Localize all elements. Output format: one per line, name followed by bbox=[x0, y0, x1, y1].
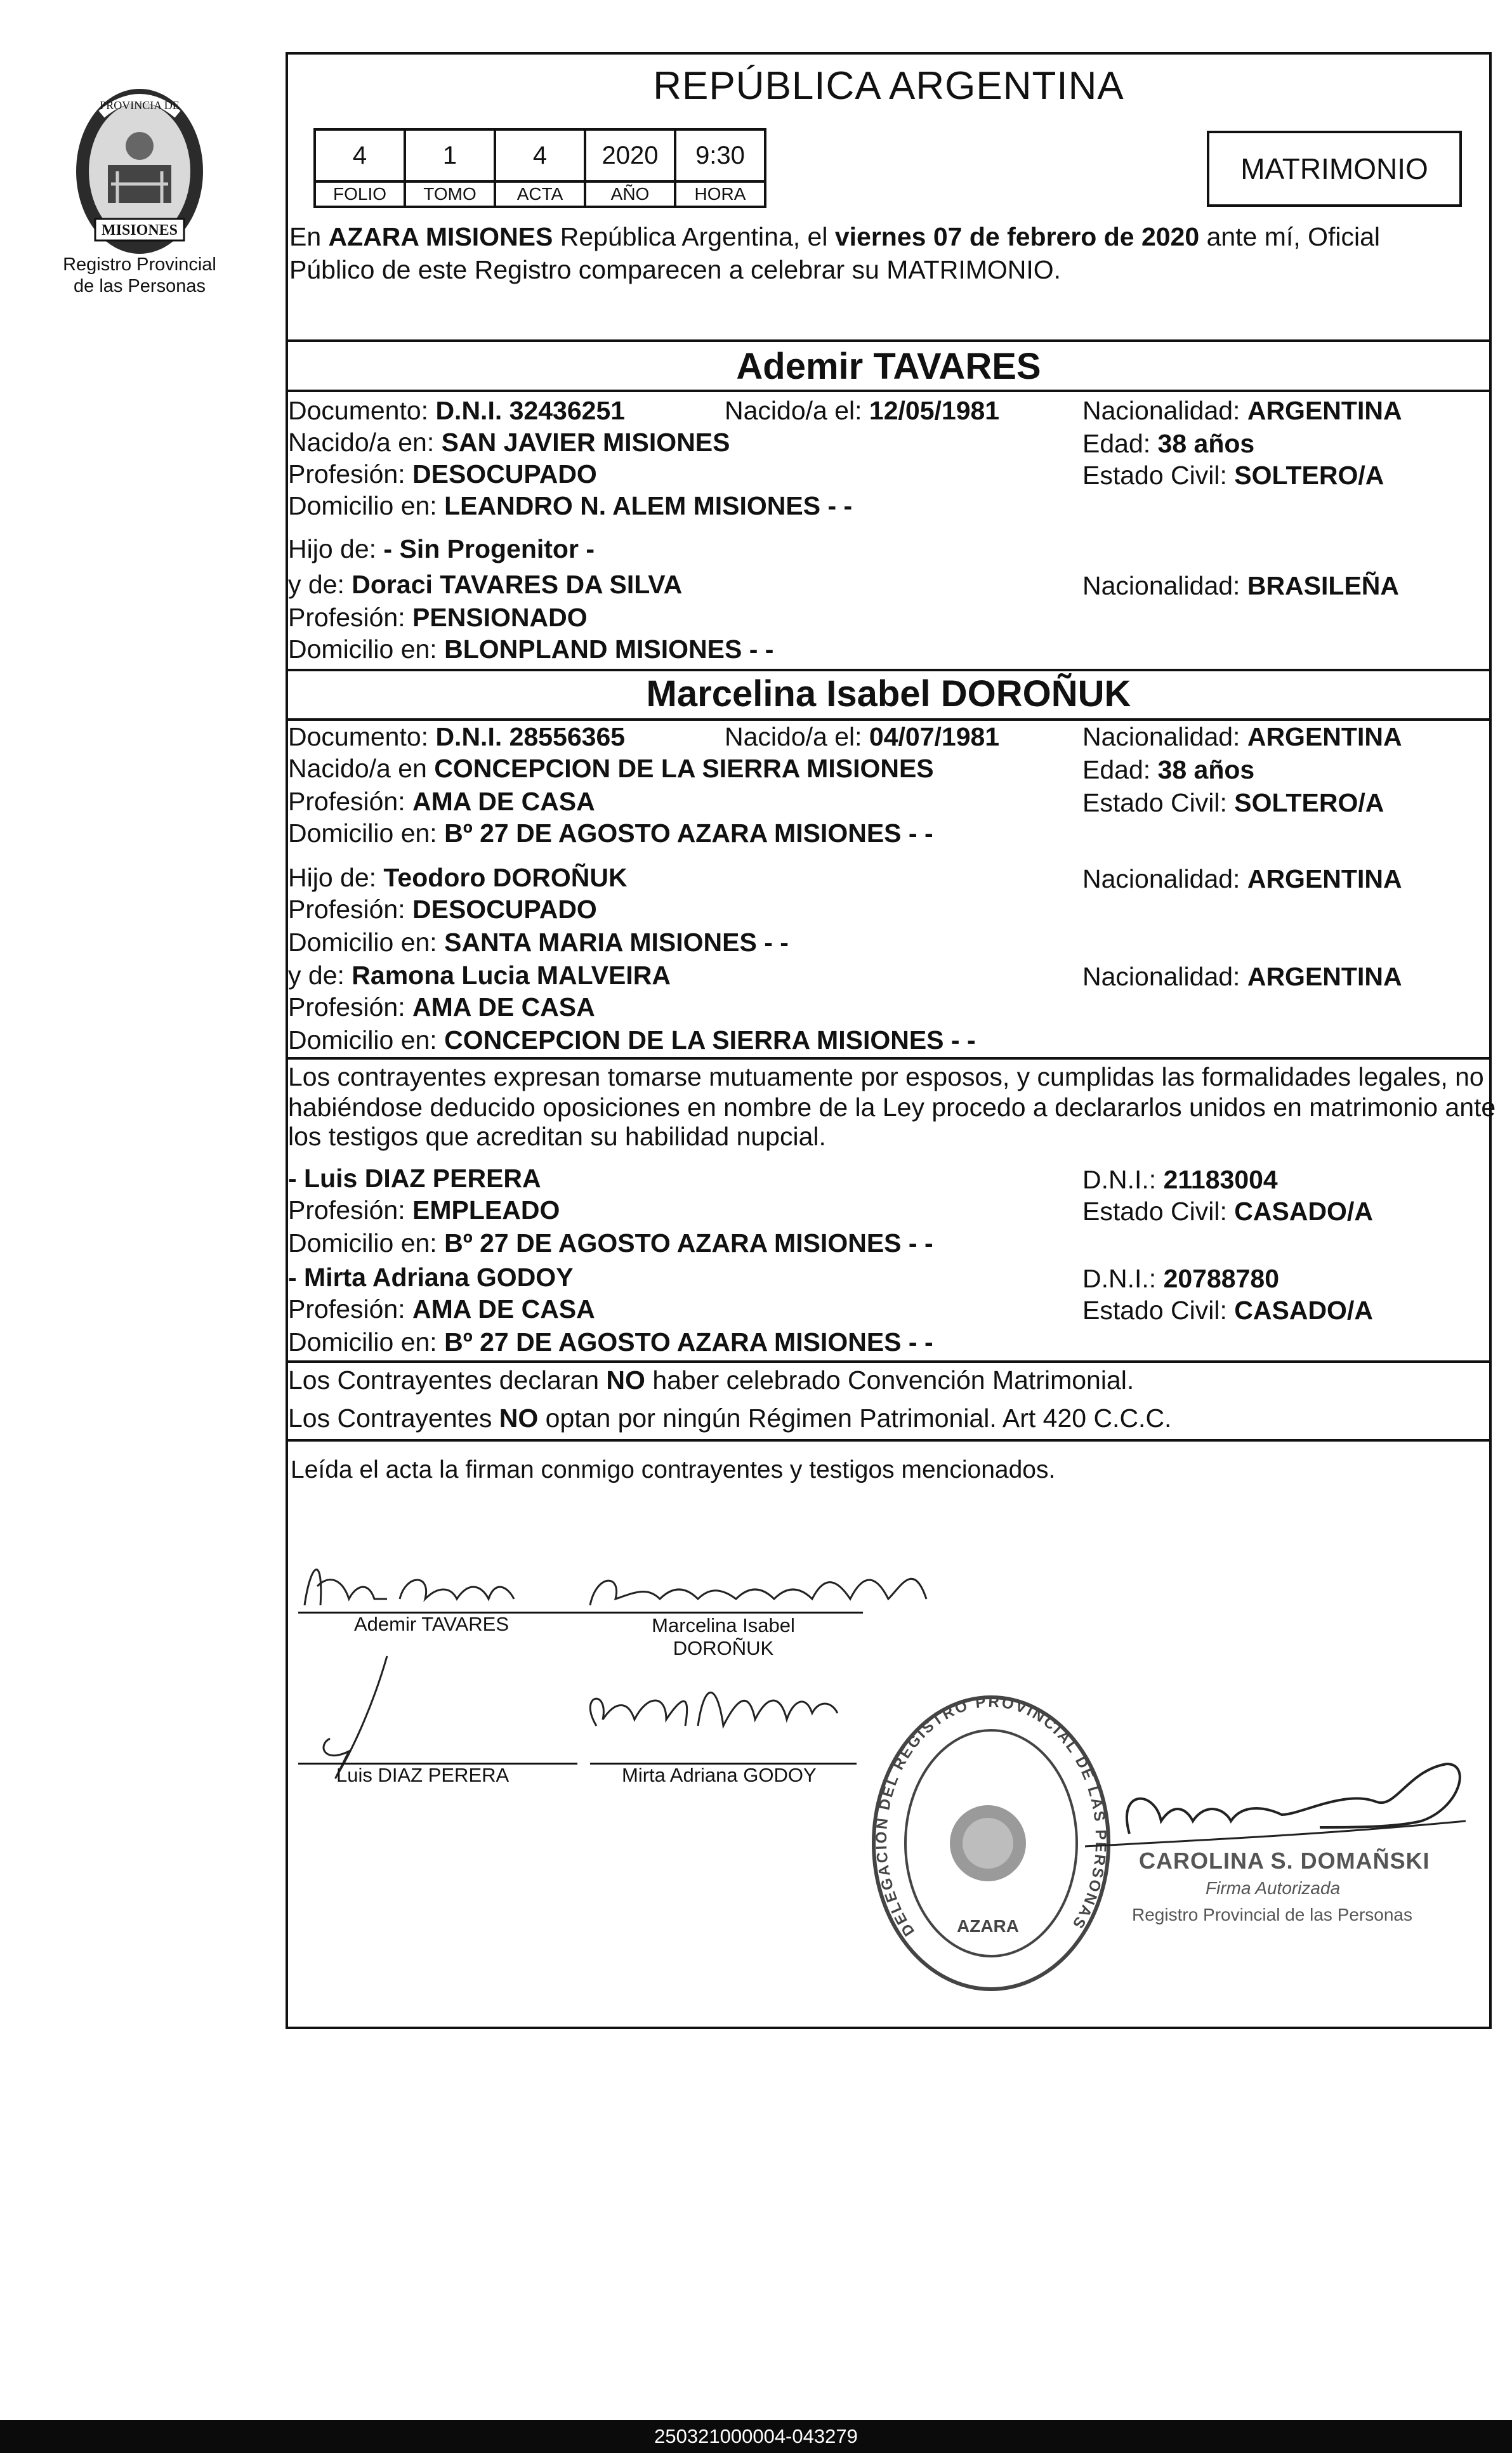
intro-line-1 bbox=[289, 221, 1380, 253]
field-value: SOLTERO/A bbox=[1234, 788, 1384, 817]
divider bbox=[286, 390, 1492, 392]
spouse2-birthdate bbox=[725, 721, 999, 753]
witness1-domicile bbox=[288, 1227, 933, 1259]
divider bbox=[286, 339, 1492, 342]
field-label: Domicilio en: bbox=[288, 635, 445, 664]
witness2-domicile bbox=[288, 1326, 933, 1358]
field-label: Profesión: bbox=[288, 459, 412, 489]
anio-label: AÑO bbox=[585, 181, 675, 207]
regime-line-1 bbox=[288, 1364, 1134, 1396]
regime-text: optan por ningún Régimen Patrimonial. Art 420 C.C.C. bbox=[538, 1404, 1172, 1433]
spouse2-father bbox=[288, 862, 628, 893]
regime-text: haber celebrado Convención Matrimonial. bbox=[645, 1365, 1134, 1395]
spouse2-age bbox=[1082, 754, 1254, 786]
anio-value: 2020 bbox=[585, 129, 675, 181]
field-value: CASADO/A bbox=[1234, 1296, 1373, 1325]
divider bbox=[286, 669, 1492, 671]
field-value: - Sin Progenitor - bbox=[383, 534, 595, 563]
official-name: CAROLINA S. DOMAÑSKI bbox=[1139, 1848, 1430, 1874]
folio-label: FOLIO bbox=[315, 181, 405, 207]
spouse2-civil-status bbox=[1082, 787, 1384, 819]
spouse2-mother-domicile bbox=[288, 1024, 976, 1056]
field-value: - Mirta Adriana GODOY bbox=[288, 1263, 574, 1292]
field-label: Profesión: bbox=[288, 1195, 412, 1225]
field-label: Edad: bbox=[1082, 755, 1158, 784]
closing-statement: Leída el acta la firman conmigo contrayentes y testigos mencionados. bbox=[291, 1456, 1056, 1483]
field-label: Domicilio en: bbox=[288, 491, 445, 520]
spouse1-birthdate bbox=[725, 395, 999, 426]
province-seal-logo bbox=[63, 76, 216, 266]
field-label: Nacido/a el: bbox=[725, 396, 869, 425]
field-value: Teodoro DOROÑUK bbox=[383, 863, 628, 892]
spouse1-mother-profession bbox=[288, 602, 588, 633]
spouse2-domicile bbox=[288, 817, 933, 849]
barcode-number: 250321000004-043279 bbox=[654, 2425, 858, 2447]
declaration-line-1: Los contrayentes expresan tomarse mutuamente por esposos, y cumplidas las formalidades legales, no bbox=[288, 1062, 1484, 1091]
field-label: Nacionalidad: bbox=[1082, 962, 1247, 991]
logo-caption bbox=[38, 254, 241, 297]
field-label: Profesión: bbox=[288, 603, 412, 632]
regime-text: Los Contrayentes declaran bbox=[288, 1365, 607, 1395]
intro-place: AZARA MISIONES bbox=[328, 222, 553, 251]
spouse1-birthplace bbox=[288, 426, 730, 458]
regime-text: Los Contrayentes bbox=[288, 1404, 499, 1433]
field-label: y de: bbox=[288, 961, 352, 990]
signature-label-spouse1: Ademir TAVARES bbox=[353, 1613, 509, 1635]
registry-reference-table bbox=[313, 128, 766, 208]
field-label: Nacido/a en: bbox=[288, 428, 442, 457]
field-value: SOLTERO/A bbox=[1234, 461, 1384, 490]
divider bbox=[286, 1439, 1492, 1442]
field-label: Edad: bbox=[1082, 429, 1158, 458]
field-value: DESOCUPADO bbox=[412, 459, 597, 489]
field-value: SAN JAVIER MISIONES bbox=[441, 428, 730, 457]
field-value: BRASILEÑA bbox=[1247, 571, 1400, 600]
field-value: CONCEPCION DE LA SIERRA MISIONES - - bbox=[444, 1025, 976, 1055]
footer-barcode-bar bbox=[0, 2420, 1512, 2453]
witness1-profession bbox=[288, 1194, 560, 1226]
field-value: AMA DE CASA bbox=[412, 1294, 595, 1324]
page-title: REPÚBLICA ARGENTINA bbox=[653, 64, 1124, 108]
witness2-profession bbox=[288, 1293, 595, 1325]
field-label: Profesión: bbox=[288, 895, 412, 924]
field-value: BLONPLAND MISIONES - - bbox=[444, 635, 774, 664]
spouse2-mother bbox=[288, 959, 671, 991]
regime-negation: NO bbox=[606, 1365, 645, 1395]
spouse1-name-heading: Ademir TAVARES bbox=[736, 346, 1041, 387]
witness1-civil-status bbox=[1082, 1195, 1373, 1227]
field-value: D.N.I. 32436251 bbox=[435, 396, 626, 425]
spouse2-father-profession bbox=[288, 893, 597, 925]
field-label: Domicilio en: bbox=[288, 928, 445, 957]
spouse2-father-domicile bbox=[288, 926, 789, 958]
official-organization: Registro Provincial de las Personas bbox=[1132, 1905, 1412, 1924]
field-value: PENSIONADO bbox=[412, 603, 588, 632]
spouse2-document bbox=[288, 721, 625, 753]
hora-label: HORA bbox=[675, 181, 765, 207]
intro-date: viernes 07 de febrero de 2020 bbox=[834, 222, 1200, 251]
field-value: ARGENTINA bbox=[1247, 396, 1402, 425]
field-label: y de: bbox=[288, 570, 352, 599]
spouse1-domicile bbox=[288, 490, 852, 522]
spouse1-mother-nationality bbox=[1082, 570, 1399, 602]
witness1-dni bbox=[1082, 1164, 1278, 1195]
field-label: D.N.I.: bbox=[1082, 1264, 1164, 1293]
spouse2-name-heading: Marcelina Isabel DOROÑUK bbox=[646, 673, 1131, 714]
official-role: Firma Autorizada bbox=[1206, 1878, 1341, 1898]
field-label: Nacido/a en bbox=[288, 754, 435, 783]
act-type-badge: MATRIMONIO bbox=[1207, 131, 1462, 207]
field-label: D.N.I.: bbox=[1082, 1165, 1164, 1194]
logo-band-text: MISIONES bbox=[101, 222, 178, 239]
field-label: Nacionalidad: bbox=[1082, 396, 1247, 425]
declaration-line-3: los testigos que acreditan su habilidad nupcial. bbox=[288, 1122, 826, 1151]
field-value: 04/07/1981 bbox=[869, 722, 1000, 751]
field-value: 38 años bbox=[1157, 755, 1255, 784]
field-value: AMA DE CASA bbox=[412, 992, 595, 1022]
field-label: Domicilio en: bbox=[288, 1327, 445, 1357]
field-value: Bº 27 DE AGOSTO AZARA MISIONES - - bbox=[444, 1228, 933, 1258]
field-value: ARGENTINA bbox=[1247, 722, 1402, 751]
field-value: 20788780 bbox=[1163, 1264, 1279, 1293]
field-label: Nacionalidad: bbox=[1082, 864, 1247, 893]
field-label: Documento: bbox=[288, 396, 436, 425]
signature-label-line: DOROÑUK bbox=[673, 1637, 774, 1659]
field-label: Profesión: bbox=[288, 787, 412, 816]
field-value: CASADO/A bbox=[1234, 1197, 1373, 1226]
field-label: Estado Civil: bbox=[1082, 1197, 1235, 1226]
field-value: LEANDRO N. ALEM MISIONES - - bbox=[444, 491, 853, 520]
witness2-dni bbox=[1082, 1263, 1279, 1294]
field-label: Domicilio en: bbox=[288, 819, 445, 848]
spouse1-civil-status bbox=[1082, 459, 1384, 491]
spouse1-nationality bbox=[1082, 395, 1402, 426]
spouse1-profession bbox=[288, 458, 597, 490]
folio-value: 4 bbox=[315, 129, 405, 181]
spouse2-mother-profession bbox=[288, 991, 595, 1023]
spouse2-birthplace bbox=[288, 753, 934, 784]
field-value: SANTA MARIA MISIONES - - bbox=[444, 928, 789, 957]
spouse2-profession bbox=[288, 786, 595, 817]
logo-caption-line2: de las Personas bbox=[74, 276, 206, 296]
tomo-label: TOMO bbox=[405, 181, 495, 207]
field-value: EMPLEADO bbox=[412, 1195, 560, 1225]
intro-line-2: Público de este Registro comparecen a celebrar su MATRIMONIO. bbox=[289, 255, 1062, 284]
spouse1-document bbox=[288, 395, 625, 426]
field-label: Nacido/a el: bbox=[725, 722, 869, 751]
signature-label-line: Marcelina Isabel bbox=[652, 1614, 795, 1636]
acta-value: 4 bbox=[495, 129, 585, 181]
regime-line-2 bbox=[288, 1402, 1171, 1434]
field-label: Profesión: bbox=[288, 1294, 412, 1324]
field-value: AMA DE CASA bbox=[412, 787, 595, 816]
field-label: Hijo de: bbox=[288, 534, 384, 563]
signature-label-witness2: Mirta Adriana GODOY bbox=[622, 1764, 817, 1786]
field-value: Doraci TAVARES DA SILVA bbox=[352, 570, 683, 599]
field-label: Nacionalidad: bbox=[1082, 722, 1247, 751]
field-value: Ramona Lucia MALVEIRA bbox=[352, 961, 671, 990]
spouse1-age bbox=[1082, 428, 1254, 459]
logo-caption-line1: Registro Provincial bbox=[63, 254, 216, 275]
tomo-value: 1 bbox=[405, 129, 495, 181]
divider bbox=[286, 1057, 1492, 1060]
field-value: CONCEPCION DE LA SIERRA MISIONES bbox=[434, 754, 934, 783]
field-value: ARGENTINA bbox=[1247, 864, 1402, 893]
divider bbox=[286, 1360, 1492, 1363]
spouse2-nationality bbox=[1082, 721, 1402, 753]
field-label: Domicilio en: bbox=[288, 1025, 445, 1055]
witness1-name bbox=[288, 1162, 541, 1194]
field-value: DESOCUPADO bbox=[412, 895, 597, 924]
field-label: Documento: bbox=[288, 722, 436, 751]
field-label: Estado Civil: bbox=[1082, 788, 1235, 817]
spouse1-mother-domicile bbox=[288, 633, 773, 665]
stamp-center-text: AZARA bbox=[957, 1916, 1019, 1936]
witness2-name bbox=[288, 1261, 574, 1293]
field-value: - Luis DIAZ PERERA bbox=[288, 1164, 541, 1193]
intro-text: ante mí, Oficial bbox=[1199, 222, 1380, 251]
field-value: Bº 27 DE AGOSTO AZARA MISIONES - - bbox=[444, 819, 933, 848]
field-label: Estado Civil: bbox=[1082, 461, 1235, 490]
field-value: 12/05/1981 bbox=[869, 396, 1000, 425]
hora-value: 9:30 bbox=[675, 129, 765, 181]
field-value: ARGENTINA bbox=[1247, 962, 1402, 991]
field-value: Bº 27 DE AGOSTO AZARA MISIONES - - bbox=[444, 1327, 933, 1357]
signature-label-witness1: Luis DIAZ PERERA bbox=[336, 1764, 509, 1786]
field-value: 21183004 bbox=[1163, 1165, 1278, 1194]
field-label: Domicilio en: bbox=[288, 1228, 445, 1258]
logo-ring-text: PROVINCIA DE bbox=[100, 99, 180, 112]
field-value: 38 años bbox=[1157, 429, 1255, 458]
witness2-civil-status bbox=[1082, 1294, 1373, 1326]
spouse1-father bbox=[288, 533, 595, 565]
spouse1-mother bbox=[288, 569, 682, 600]
field-label: Nacionalidad: bbox=[1082, 571, 1247, 600]
regime-negation: NO bbox=[499, 1404, 539, 1433]
intro-text: República Argentina, el bbox=[553, 222, 835, 251]
acta-label: ACTA bbox=[495, 181, 585, 207]
field-label: Hijo de: bbox=[288, 863, 384, 892]
field-value: D.N.I. 28556365 bbox=[435, 722, 626, 751]
spouse2-mother-nationality bbox=[1082, 961, 1402, 992]
spouse2-father-nationality bbox=[1082, 863, 1402, 895]
intro-text: En bbox=[289, 222, 329, 251]
declaration-line-2: habiéndose deducido oposiciones en nombre de la Ley procedo a declararlos unidos en matrimonio ante bbox=[288, 1093, 1496, 1122]
field-label: Profesión: bbox=[288, 992, 412, 1022]
field-label: Estado Civil: bbox=[1082, 1296, 1235, 1325]
stamp-ring-text: DELEGACION DEL REGISTRO PROVINCIAL DE LAS PERSONAS bbox=[872, 1693, 1110, 1940]
